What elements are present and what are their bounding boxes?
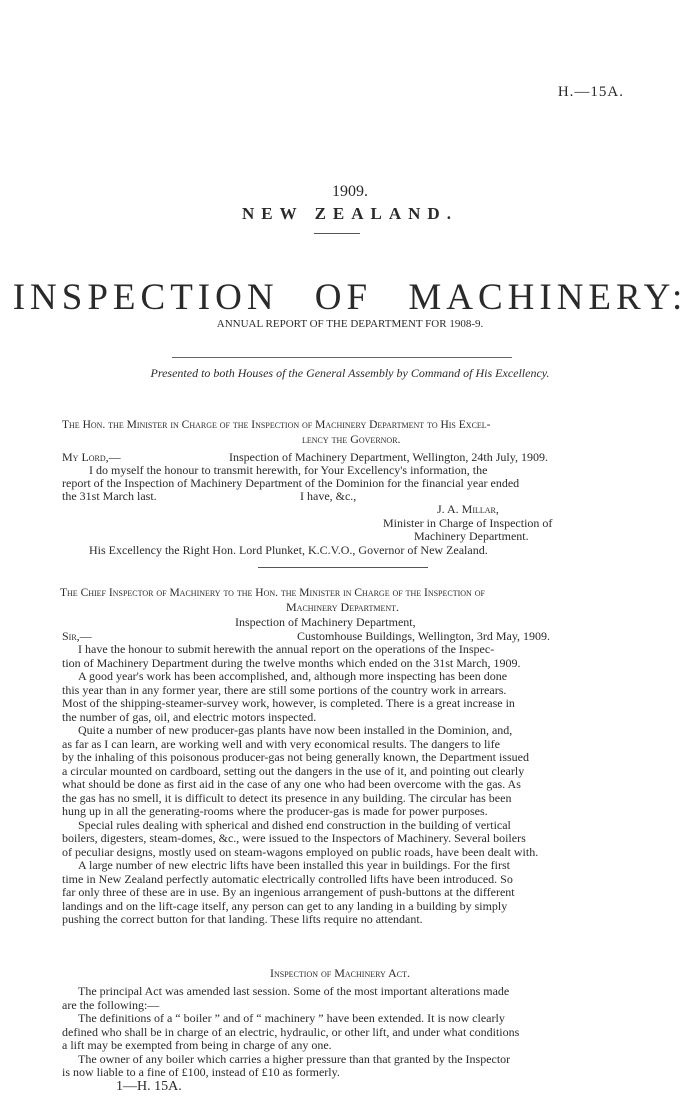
body-line: Most of the shipping-steamer-survey work, however, is completed. There is a great increase in	[62, 696, 515, 710]
letter1-address-cont: lency the Governor.	[302, 432, 401, 446]
body-line: defined who shall be in charge of an electric, hydraulic, or other lift, and under what conditions	[62, 1024, 520, 1039]
body-line: is now liable to a fine of £100, instead of £10 as formerly.	[62, 1065, 340, 1079]
letter1-salutation: My Lord,—	[62, 450, 121, 464]
page-title: INSPECTION OF MACHINERY:	[12, 277, 688, 318]
letter1-closing: I have, &c.,	[300, 489, 357, 503]
letter2-address: The Chief Inspector of Machinery to the Hon. the Minister in Charge of the Inspection of	[60, 587, 485, 599]
letter2-address-cont: Machinery Department.	[286, 600, 400, 614]
body-line: a circular mounted on cardboard, setting out the dangers in the use of it, and pointing out clearly	[62, 763, 525, 778]
report-subtitle: ANNUAL REPORT OF THE DEPARTMENT FOR 1908-9.	[216, 318, 484, 330]
body-line: time in New Zealand perfectly automatic electrically controlled lifts have been introduced. So	[62, 871, 513, 886]
letter2-salutation: Sir,—	[62, 629, 92, 643]
body-line: landings and on the lift-cage itself, any person can get to any landing in a building by simply	[62, 898, 508, 913]
letter1-sign-title: Machinery Department.	[414, 529, 529, 543]
letter1-sign-title: Minister in Charge of Inspection of	[383, 516, 553, 530]
body-line: what should be done as first aid in the case of any one who had been overcome with the gas. As	[62, 777, 521, 791]
body-line: Quite a number of new producer-gas plants have now been installed in the Dominion, and,	[78, 723, 513, 737]
letter1-recipient: His Excellency the Right Hon. Lord Plunket, K.C.V.O., Governor of New Zealand.	[89, 543, 488, 557]
document-reference: H.—15A.	[557, 84, 624, 100]
body-line: tion of Machinery Department during the twelve months which ended on the 31st March, 1909.	[62, 655, 521, 670]
body-line: far only three of these are in use. By an ingenious arrangement of push-buttons at the different	[62, 885, 515, 899]
body-line: by the inhaling of this poisonous producer-gas not being generally known, the Department issued	[62, 750, 529, 764]
divider	[258, 567, 428, 568]
report-year: 1909.	[332, 183, 368, 200]
body-line: The definitions of a “ boiler ” and of “ machinery ” have been extended. It is now clearly	[78, 1011, 505, 1025]
letter1-address: The Hon. the Minister in Charge of the Inspection of Machinery Department to His Excel-	[62, 419, 491, 431]
body-line: this year than in any former year, there are still some portions of the country work in arrears.	[62, 682, 507, 697]
presented-note: Presented to both Houses of the General Assembly by Command of His Excellency.	[150, 366, 550, 380]
letter1-body: report of the Inspection of Machinery Department of the Dominion for the financial year ended	[62, 476, 520, 490]
letter1-body: I do myself the honour to transmit herewith, for Your Excellency's information, the	[89, 463, 488, 477]
body-line: I have the honour to submit herewith the annual report on the operations of the Inspec-	[78, 642, 495, 656]
body-line: hung up in all the generating-rooms where the producer-gas is made for power purposes.	[62, 804, 488, 818]
body-line: as far as I can learn, are working well and with very economical results. The dangers to life	[62, 736, 500, 751]
body-line: are the following:—	[62, 997, 160, 1012]
page-footer-ref: 1—H. 15A.	[116, 1079, 182, 1094]
letter1-signature: J. A. Millar,	[437, 502, 499, 516]
body-line: boilers, digesters, steam-domes, &c., were issued to the Inspectors of Machinery. Several boilers	[62, 831, 526, 845]
body-line: the gas has no smell, it is difficult to detect its presence in any building. The circular has been	[62, 790, 512, 805]
body-line: The principal Act was amended last session. Some of the most important alterations made	[78, 984, 510, 998]
body-line: Special rules dealing with spherical and dished end construction in the building of vertical	[78, 817, 511, 832]
body-line: A large number of new electric lifts have been installed this year in buildings. For the first	[78, 858, 510, 872]
body-line: A good year's work has been accomplished, and, although more inspecting has been done	[78, 669, 508, 683]
letter2-place: Customhouse Buildings, Wellington, 3rd May, 1909.	[297, 629, 551, 643]
divider	[314, 233, 360, 234]
body-line: a lift may be exempted from being in charge of any one.	[62, 1038, 332, 1052]
letter1-place-date: Inspection of Machinery Department, Wellington, 24th July, 1909.	[229, 450, 548, 464]
body-line: pushing the correct button for that landing. These lifts require no attendant.	[62, 912, 423, 926]
country-heading: NEW ZEALAND.	[242, 204, 458, 223]
divider	[172, 357, 512, 358]
body-line: the number of gas, oil, and electric motors inspected.	[62, 709, 317, 724]
body-line: of peculiar designs, mostly used on steam-wagons employed on public roads, have been dealt with.	[62, 844, 539, 859]
letter2-place: Inspection of Machinery Department,	[235, 615, 416, 629]
body-line: The owner of any boiler which carries a higher pressure than that granted by the Inspector	[78, 1051, 511, 1066]
section-heading: Inspection of Machinery Act.	[270, 966, 411, 980]
letter1-body: the 31st March last.	[62, 489, 157, 503]
